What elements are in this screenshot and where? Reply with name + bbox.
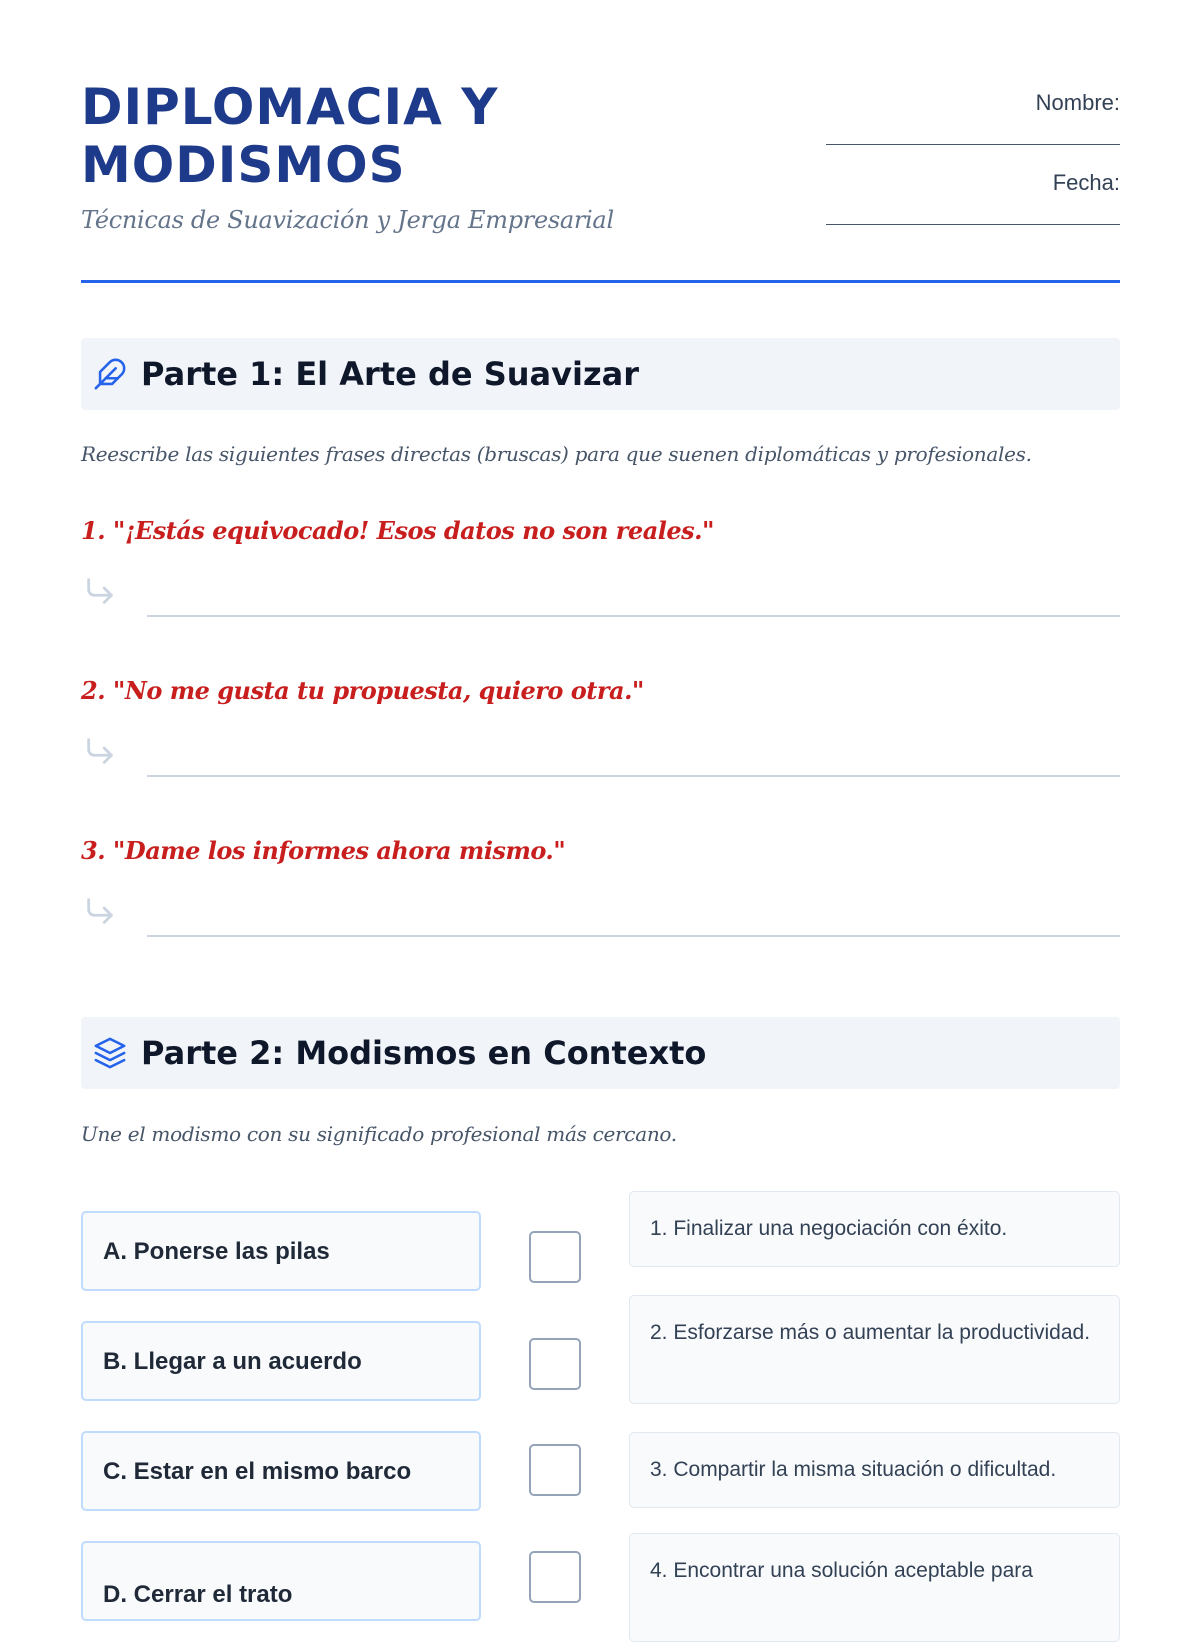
part2-title: Parte 2: Modismos en Contexto — [141, 1034, 707, 1072]
part1-title: Parte 1: El Arte de Suavizar — [141, 355, 639, 393]
answer-line-1[interactable] — [147, 615, 1120, 617]
name-row — [820, 88, 1120, 168]
idiom-label: B. Llegar a un acuerdo — [103, 1348, 362, 1375]
question-1: 1. "¡Estás equivocado! Esos datos no son reales." — [81, 516, 715, 545]
worksheet-page — [81, 0, 1120, 1608]
corner-arrow-icon — [83, 574, 117, 608]
match-box-b[interactable] — [529, 1338, 581, 1390]
page-title: DIPLOMACIA Y MODISMOS — [81, 78, 499, 194]
question-2: 2. "No me gusta tu propuesta, quiero otra." — [81, 676, 644, 705]
answer-line-2[interactable] — [147, 775, 1120, 777]
idiom-item-c — [81, 1431, 481, 1511]
feather-icon — [93, 357, 127, 391]
part1-instruction: Reescribe las siguientes frases directas (bruscas) para que suenen diplomáticas y profesionales. — [81, 442, 1032, 466]
page-subtitle: Técnicas de Suavización y Jerga Empresarial — [81, 206, 614, 234]
idiom-item-d — [81, 1541, 481, 1621]
idiom-item-a — [81, 1211, 481, 1291]
corner-arrow-icon — [83, 894, 117, 928]
definition-label: 3. Compartir la misma situación o dificultad. — [650, 1458, 1057, 1481]
question-3: 3. "Dame los informes ahora mismo." — [81, 836, 566, 865]
date-row — [820, 168, 1120, 248]
idiom-label: D. Cerrar el trato — [103, 1581, 293, 1608]
corner-arrow-icon — [83, 734, 117, 768]
part2-header — [81, 1017, 1120, 1089]
definition-item-3 — [629, 1432, 1120, 1508]
match-box-d[interactable] — [529, 1551, 581, 1603]
name-field[interactable] — [826, 144, 1120, 145]
definition-label: 1. Finalizar una negociación con éxito. — [650, 1217, 1008, 1240]
part1-header — [81, 338, 1120, 410]
idiom-label: C. Estar en el mismo barco — [103, 1458, 412, 1485]
definition-item-1 — [629, 1191, 1120, 1267]
idiom-label: A. Ponerse las pilas — [103, 1238, 330, 1265]
definition-label: 4. Encontrar una solución aceptable para — [650, 1559, 1033, 1582]
answer-line-3[interactable] — [147, 935, 1120, 937]
name-label: Nombre: — [1035, 90, 1120, 115]
match-box-a[interactable] — [529, 1231, 581, 1283]
header-divider — [81, 280, 1120, 283]
part2-instruction: Une el modismo con su significado profesional más cercano. — [81, 1122, 677, 1146]
student-info — [820, 88, 1120, 248]
definition-label: 2. Esforzarse más o aumentar la productividad. — [650, 1321, 1091, 1344]
definition-item-2 — [629, 1295, 1120, 1404]
layers-icon — [93, 1036, 127, 1070]
idiom-item-b — [81, 1321, 481, 1401]
date-label: Fecha: — [1052, 170, 1120, 195]
match-box-c[interactable] — [529, 1444, 581, 1496]
date-field[interactable] — [826, 224, 1120, 225]
definition-item-4 — [629, 1533, 1120, 1642]
